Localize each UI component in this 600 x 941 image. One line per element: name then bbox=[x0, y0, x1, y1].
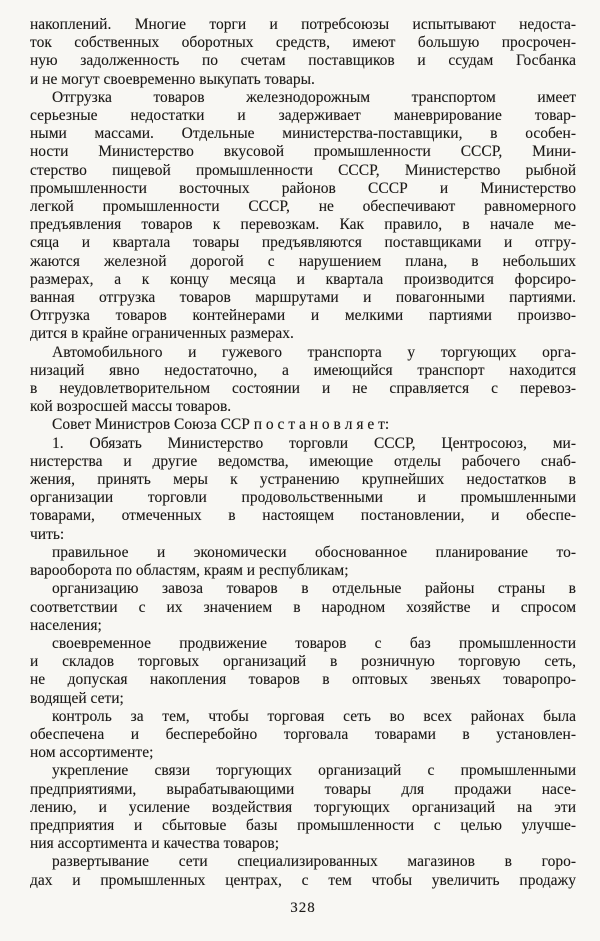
text-line: низаций явно недостаточно, а имеющийся транспорт находится bbox=[30, 361, 576, 379]
text-line: предъявления товаров к перевозкам. Как правило, в начале ме- bbox=[30, 216, 576, 234]
text-line: дится в крайне ограниченных размерах. bbox=[30, 325, 294, 343]
text-line: легкой промышленности СССР, не обеспечивают равномерного bbox=[30, 198, 576, 216]
text-line: своевременное продвижение товаров с баз промышленности bbox=[52, 634, 576, 652]
document-body bbox=[30, 16, 576, 890]
text-line: промышленности восточных районов СССР и Министерство bbox=[30, 179, 576, 197]
text-line: ния ассортимента и качества товаров; bbox=[30, 835, 280, 853]
paragraph bbox=[30, 580, 576, 635]
text-line: ности Министерство вкусовой промышленности СССР, Мини- bbox=[30, 143, 576, 161]
paragraph bbox=[30, 635, 576, 708]
text-line: товарами, отмеченных в настоящем постановлении, и обеспе- bbox=[30, 507, 576, 525]
text-line: правильное и экономически обоснованное планирование то- bbox=[52, 543, 576, 561]
paragraph bbox=[30, 853, 576, 889]
text-line: предприятия и сбытовые базы промышленности с целью улучше- bbox=[30, 816, 576, 834]
text-line: Отгрузка товаров контейнерами и мелкими партиями произво- bbox=[30, 307, 576, 325]
text-line: соответствии с их значением в народном хозяйстве и спросом bbox=[30, 598, 576, 616]
text-line: Автомобильного и гужевого транспорта у торгующих орга- bbox=[52, 343, 576, 361]
paragraph bbox=[30, 762, 576, 853]
text-line: дах и промышленных центрах, с тем чтобы увеличить продажу bbox=[30, 871, 576, 889]
text-line: варооборота по областям, краям и республикам; bbox=[30, 562, 349, 580]
text-line: серьезные недостатки и задерживает маневрирование товар- bbox=[30, 107, 576, 125]
text-line: населения; bbox=[30, 616, 102, 634]
text-line: Совет Министров Союза ССР п о с т а н о в л я е т: bbox=[52, 416, 390, 434]
text-line: чить: bbox=[30, 525, 65, 543]
page-number: 328 bbox=[290, 899, 316, 916]
text-line: и не могут своевременно выкупать товары. bbox=[30, 70, 315, 88]
text-line: обеспечена и бесперебойно торговала товарами в установлен- bbox=[30, 725, 576, 743]
paragraph bbox=[30, 544, 576, 580]
text-line: организации торговли продовольственными и промышленными bbox=[30, 489, 576, 507]
text-line: Отгрузка товаров железнодорожным транспортом имеет bbox=[52, 88, 576, 106]
text-line: накоплений. Многие торги и потребсоюзы испытывают недоста- bbox=[30, 16, 576, 33]
text-line: ванная отгрузка товаров маршрутами и повагонными партиями. bbox=[30, 289, 576, 307]
text-line: лению, и усиление воздействия торгующих организаций на эти bbox=[30, 798, 576, 816]
text-line: предприятиями, вырабатывающими товары для продажи насе- bbox=[30, 780, 576, 798]
text-line: ную задолженность по счетам поставщиков и ссудам Госбанка bbox=[30, 52, 576, 70]
text-line: кой возросшей массы товаров. bbox=[30, 398, 232, 416]
text-line: стерство пищевой промышленности СССР, Министерство рыбной bbox=[30, 161, 576, 179]
text-line: укрепление связи торгующих организаций с промышленными bbox=[52, 762, 576, 780]
text-line: ток собственных оборотных средств, имеют большую просрочен- bbox=[30, 34, 576, 52]
paragraph bbox=[30, 416, 576, 434]
text-line: ном ассортименте; bbox=[30, 744, 154, 762]
paragraph bbox=[30, 89, 576, 344]
paragraph bbox=[30, 435, 576, 544]
text-line: 1. Обязать Министерство торговли СССР, Центросоюз, ми- bbox=[52, 434, 576, 452]
text-line: организацию завоза товаров в отдельные районы страны в bbox=[52, 580, 576, 598]
text-line: нистерства и другие ведомства, имеющие отделы рабочего снаб- bbox=[30, 452, 576, 470]
text-line: водящей сети; bbox=[30, 689, 124, 707]
text-line: и складов торговых организаций в розничную торговую сеть, bbox=[30, 653, 576, 671]
text-line: не допуская накопления товаров в оптовых звеньях товаропро- bbox=[30, 671, 576, 689]
text-line: размерах, а к концу месяца и квартала производится форсиро- bbox=[30, 270, 576, 288]
text-line: жения, принять меры к устранению крупнейших недостатков в bbox=[30, 471, 576, 489]
paragraph bbox=[30, 344, 576, 417]
text-line: жаются железной дорогой с нарушением плана, в небольших bbox=[30, 252, 576, 270]
text-line: ными массами. Отдельные министерства-поставщики, в особен- bbox=[30, 125, 576, 143]
paragraph bbox=[30, 16, 576, 89]
text-line: развертывание сети специализированных магазинов в горо- bbox=[52, 853, 576, 871]
text-line: в неудовлетворительном состоянии и не справляется с перевоз- bbox=[30, 380, 576, 398]
text-line: сяца и квартала товары предъявляются поставщиками и отгру- bbox=[30, 234, 576, 252]
paragraph bbox=[30, 708, 576, 763]
text-line: контроль за тем, чтобы торговая сеть во всех районах была bbox=[52, 707, 576, 725]
